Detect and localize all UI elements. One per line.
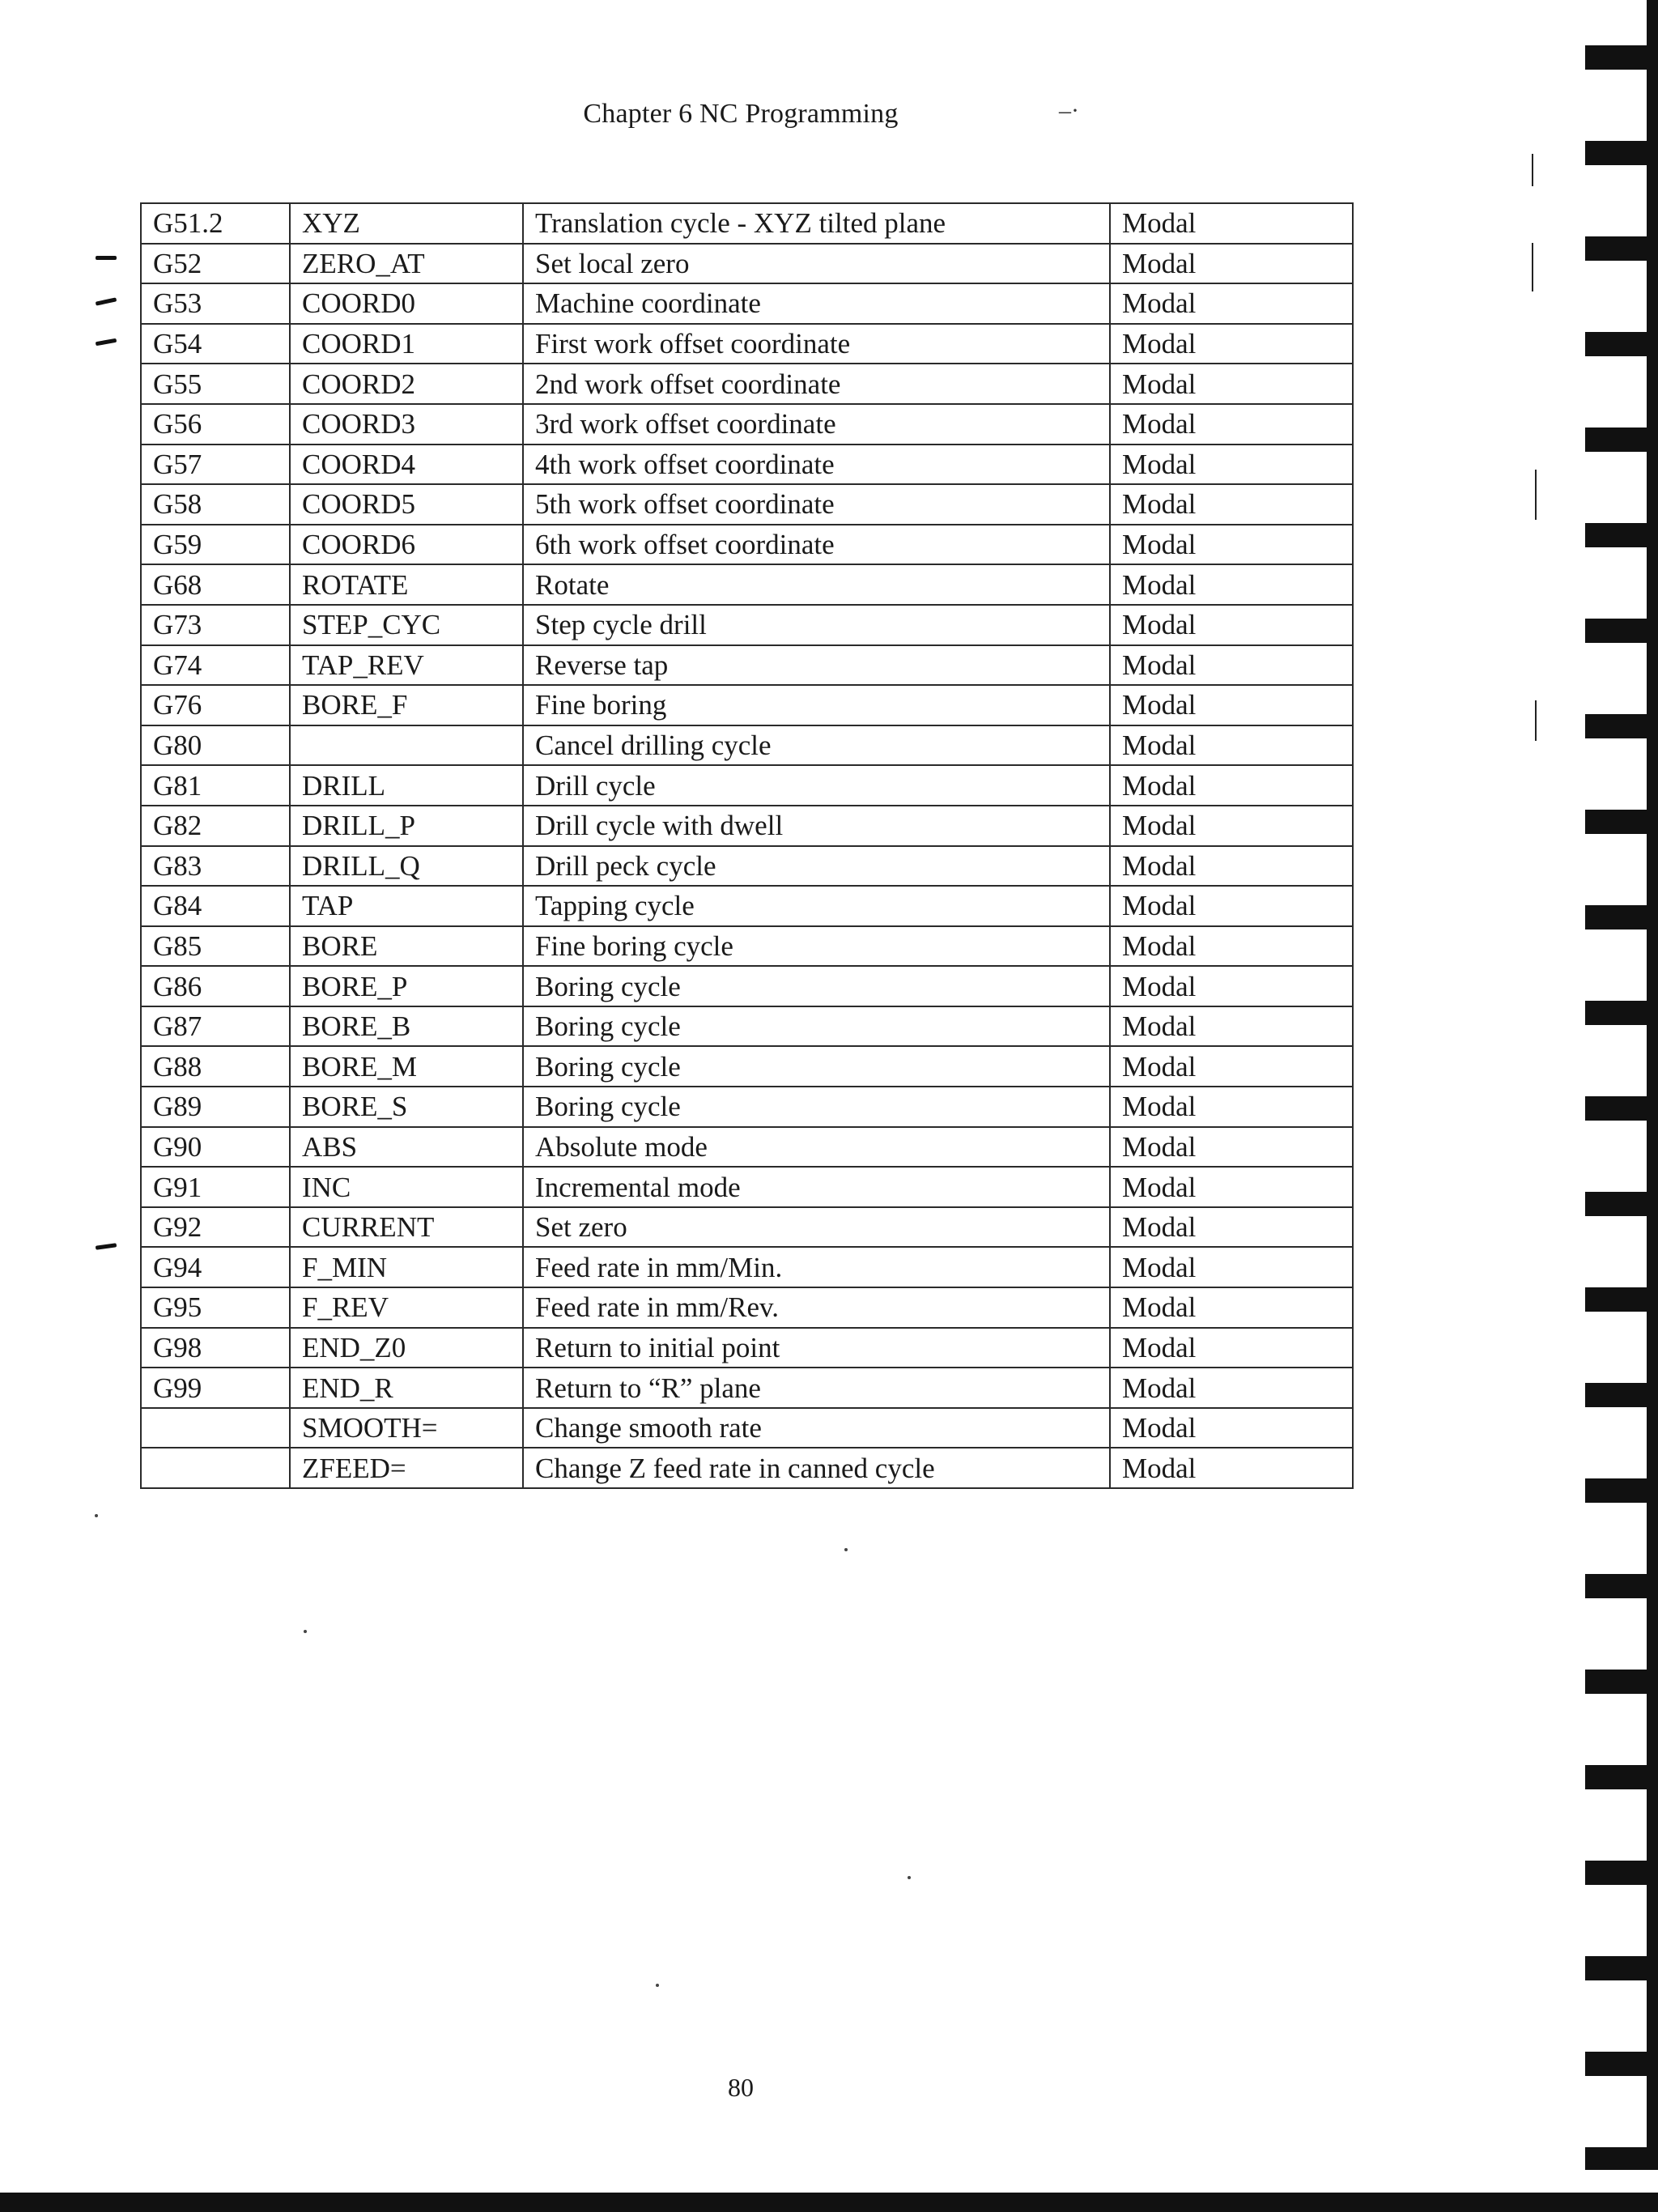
scan-speck xyxy=(656,1984,659,1987)
description-cell: Return to “R” plane xyxy=(523,1368,1110,1408)
keyword-cell: DRILL_P xyxy=(290,806,523,846)
g-code-cell: G51.2 xyxy=(141,203,290,244)
keyword-cell: BORE_S xyxy=(290,1087,523,1127)
table-row xyxy=(141,605,1353,645)
table-row xyxy=(141,846,1353,887)
table-row xyxy=(141,484,1353,525)
description-cell: Cancel drilling cycle xyxy=(523,725,1110,766)
g-code-cell: G59 xyxy=(141,525,290,565)
g-code-cell: G74 xyxy=(141,645,290,686)
table-row xyxy=(141,926,1353,967)
g-code-cell: G84 xyxy=(141,886,290,926)
g-code-cell: G55 xyxy=(141,364,290,404)
scan-mark xyxy=(1535,470,1537,520)
keyword-cell: END_Z0 xyxy=(290,1328,523,1368)
mode-cell: Modal xyxy=(1110,525,1353,565)
description-cell: Boring cycle xyxy=(523,1087,1110,1127)
table-row xyxy=(141,1046,1353,1087)
mode-cell: Modal xyxy=(1110,685,1353,725)
keyword-cell: F_MIN xyxy=(290,1247,523,1287)
keyword-cell: COORD2 xyxy=(290,364,523,404)
scan-speck xyxy=(95,1514,98,1517)
description-cell: Feed rate in mm/Rev. xyxy=(523,1287,1110,1328)
table-row xyxy=(141,966,1353,1006)
mode-cell: Modal xyxy=(1110,846,1353,887)
description-cell: 3rd work offset coordinate xyxy=(523,404,1110,445)
keyword-cell: ZERO_AT xyxy=(290,244,523,284)
table-row xyxy=(141,525,1353,565)
mode-cell: Modal xyxy=(1110,445,1353,485)
mode-cell: Modal xyxy=(1110,1408,1353,1448)
g-code-cell: G94 xyxy=(141,1247,290,1287)
scan-mark xyxy=(1535,700,1537,741)
keyword-cell: COORD1 xyxy=(290,324,523,364)
description-cell: Change Z feed rate in canned cycle xyxy=(523,1448,1110,1488)
g-code-cell: G56 xyxy=(141,404,290,445)
g-code-cell: G89 xyxy=(141,1087,290,1127)
mode-cell: Modal xyxy=(1110,1368,1353,1408)
scan-bottom-edge xyxy=(0,2193,1658,2212)
binding-edge xyxy=(1647,0,1658,2170)
scan-speck xyxy=(908,1876,911,1879)
table-row xyxy=(141,1448,1353,1488)
table-row xyxy=(141,886,1353,926)
keyword-cell: XYZ xyxy=(290,203,523,244)
g-code-cell: G58 xyxy=(141,484,290,525)
mode-cell: Modal xyxy=(1110,926,1353,967)
table-row xyxy=(141,404,1353,445)
description-cell: Set local zero xyxy=(523,244,1110,284)
mode-cell: Modal xyxy=(1110,1087,1353,1127)
table-row xyxy=(141,1287,1353,1328)
table-row xyxy=(141,1247,1353,1287)
description-cell: Machine coordinate xyxy=(523,283,1110,324)
spiral-binding xyxy=(1561,0,1658,2170)
scan-mark xyxy=(1532,154,1533,186)
description-cell: 4th work offset coordinate xyxy=(523,445,1110,485)
mode-cell: Modal xyxy=(1110,765,1353,806)
description-cell: Drill cycle xyxy=(523,765,1110,806)
keyword-cell: BORE_M xyxy=(290,1046,523,1087)
g-code-cell: G81 xyxy=(141,765,290,806)
mode-cell: Modal xyxy=(1110,564,1353,605)
description-cell: Drill cycle with dwell xyxy=(523,806,1110,846)
g-code-cell: G57 xyxy=(141,445,290,485)
mode-cell: Modal xyxy=(1110,324,1353,364)
g-code-cell: G73 xyxy=(141,605,290,645)
table-row xyxy=(141,564,1353,605)
margin-mark xyxy=(96,256,117,260)
description-cell: Set zero xyxy=(523,1207,1110,1248)
keyword-cell: DRILL_Q xyxy=(290,846,523,887)
table-row xyxy=(141,203,1353,244)
table-row xyxy=(141,283,1353,324)
g-code-cell: G90 xyxy=(141,1127,290,1168)
mode-cell: Modal xyxy=(1110,484,1353,525)
mode-cell: Modal xyxy=(1110,364,1353,404)
keyword-cell: COORD3 xyxy=(290,404,523,445)
mode-cell: Modal xyxy=(1110,1006,1353,1047)
table-row xyxy=(141,806,1353,846)
table-row xyxy=(141,1167,1353,1207)
g-code-cell: G52 xyxy=(141,244,290,284)
description-cell: Step cycle drill xyxy=(523,605,1110,645)
keyword-cell: BORE xyxy=(290,926,523,967)
mode-cell: Modal xyxy=(1110,605,1353,645)
description-cell: Incremental mode xyxy=(523,1167,1110,1207)
keyword-cell: CURRENT xyxy=(290,1207,523,1248)
description-cell: Fine boring cycle xyxy=(523,926,1110,967)
description-cell: Translation cycle - XYZ tilted plane xyxy=(523,203,1110,244)
mode-cell: Modal xyxy=(1110,1046,1353,1087)
description-cell: Return to initial point xyxy=(523,1328,1110,1368)
mode-cell: Modal xyxy=(1110,886,1353,926)
keyword-cell: ROTATE xyxy=(290,564,523,605)
margin-mark xyxy=(96,297,117,305)
gcode-table-body xyxy=(141,203,1353,1488)
description-cell: Boring cycle xyxy=(523,1006,1110,1047)
mode-cell: Modal xyxy=(1110,725,1353,766)
keyword-cell: TAP_REV xyxy=(290,645,523,686)
mode-cell: Modal xyxy=(1110,1287,1353,1328)
mode-cell: Modal xyxy=(1110,1448,1353,1488)
keyword-cell: ZFEED= xyxy=(290,1448,523,1488)
description-cell: Feed rate in mm/Min. xyxy=(523,1247,1110,1287)
g-code-cell: G88 xyxy=(141,1046,290,1087)
keyword-cell: F_REV xyxy=(290,1287,523,1328)
scan-mark xyxy=(1532,243,1533,291)
mode-cell: Modal xyxy=(1110,283,1353,324)
table-row xyxy=(141,1368,1353,1408)
keyword-cell: COORD4 xyxy=(290,445,523,485)
page-header: Chapter 6 NC Programming xyxy=(583,99,899,129)
table-row xyxy=(141,765,1353,806)
mode-cell: Modal xyxy=(1110,1207,1353,1248)
description-cell: Drill peck cycle xyxy=(523,846,1110,887)
description-cell: Reverse tap xyxy=(523,645,1110,686)
table-row xyxy=(141,445,1353,485)
table-row xyxy=(141,364,1353,404)
mode-cell: Modal xyxy=(1110,244,1353,284)
g-code-cell: G82 xyxy=(141,806,290,846)
keyword-cell: BORE_B xyxy=(290,1006,523,1047)
table-row xyxy=(141,725,1353,766)
scan-speck xyxy=(844,1548,848,1551)
keyword-cell: END_R xyxy=(290,1368,523,1408)
mode-cell: Modal xyxy=(1110,1247,1353,1287)
keyword-cell: ABS xyxy=(290,1127,523,1168)
keyword-cell: COORD0 xyxy=(290,283,523,324)
g-code-cell: G76 xyxy=(141,685,290,725)
description-cell: Fine boring xyxy=(523,685,1110,725)
keyword-cell: STEP_CYC xyxy=(290,605,523,645)
g-code-cell: G85 xyxy=(141,926,290,967)
g-code-cell: G95 xyxy=(141,1287,290,1328)
g-code-cell: G54 xyxy=(141,324,290,364)
g-code-cell: G53 xyxy=(141,283,290,324)
g-code-cell xyxy=(141,1408,290,1448)
description-cell: First work offset coordinate xyxy=(523,324,1110,364)
g-code-cell xyxy=(141,1448,290,1488)
table-row xyxy=(141,1408,1353,1448)
description-cell: Absolute mode xyxy=(523,1127,1110,1168)
description-cell: Boring cycle xyxy=(523,966,1110,1006)
g-code-cell: G98 xyxy=(141,1328,290,1368)
table-row xyxy=(141,1328,1353,1368)
keyword-cell: DRILL xyxy=(290,765,523,806)
keyword-cell: TAP xyxy=(290,886,523,926)
keyword-cell: INC xyxy=(290,1167,523,1207)
table-row xyxy=(141,685,1353,725)
gcode-table xyxy=(140,202,1354,1489)
g-code-cell: G80 xyxy=(141,725,290,766)
table-row xyxy=(141,1207,1353,1248)
description-cell: Boring cycle xyxy=(523,1046,1110,1087)
g-code-cell: G99 xyxy=(141,1368,290,1408)
margin-mark xyxy=(96,338,117,346)
description-cell: Tapping cycle xyxy=(523,886,1110,926)
header-mark: –· xyxy=(1059,97,1079,124)
scan-speck xyxy=(304,1630,307,1633)
g-code-cell: G92 xyxy=(141,1207,290,1248)
table-row xyxy=(141,1127,1353,1168)
keyword-cell: COORD5 xyxy=(290,484,523,525)
g-code-cell: G91 xyxy=(141,1167,290,1207)
description-cell: 6th work offset coordinate xyxy=(523,525,1110,565)
keyword-cell: SMOOTH= xyxy=(290,1408,523,1448)
table-row xyxy=(141,645,1353,686)
mode-cell: Modal xyxy=(1110,1127,1353,1168)
g-code-cell: G68 xyxy=(141,564,290,605)
g-code-cell: G86 xyxy=(141,966,290,1006)
description-cell: Rotate xyxy=(523,564,1110,605)
mode-cell: Modal xyxy=(1110,404,1353,445)
mode-cell: Modal xyxy=(1110,806,1353,846)
keyword-cell: COORD6 xyxy=(290,525,523,565)
keyword-cell: BORE_P xyxy=(290,966,523,1006)
mode-cell: Modal xyxy=(1110,645,1353,686)
table-row xyxy=(141,1006,1353,1047)
g-code-cell: G83 xyxy=(141,846,290,887)
margin-mark xyxy=(96,1243,117,1250)
page-number: 80 xyxy=(728,2073,754,2102)
mode-cell: Modal xyxy=(1110,1328,1353,1368)
table-row xyxy=(141,324,1353,364)
description-cell: Change smooth rate xyxy=(523,1408,1110,1448)
keyword-cell xyxy=(290,725,523,766)
mode-cell: Modal xyxy=(1110,966,1353,1006)
table-row xyxy=(141,1087,1353,1127)
mode-cell: Modal xyxy=(1110,1167,1353,1207)
keyword-cell: BORE_F xyxy=(290,685,523,725)
table-row xyxy=(141,244,1353,284)
g-code-cell: G87 xyxy=(141,1006,290,1047)
description-cell: 5th work offset coordinate xyxy=(523,484,1110,525)
mode-cell: Modal xyxy=(1110,203,1353,244)
description-cell: 2nd work offset coordinate xyxy=(523,364,1110,404)
